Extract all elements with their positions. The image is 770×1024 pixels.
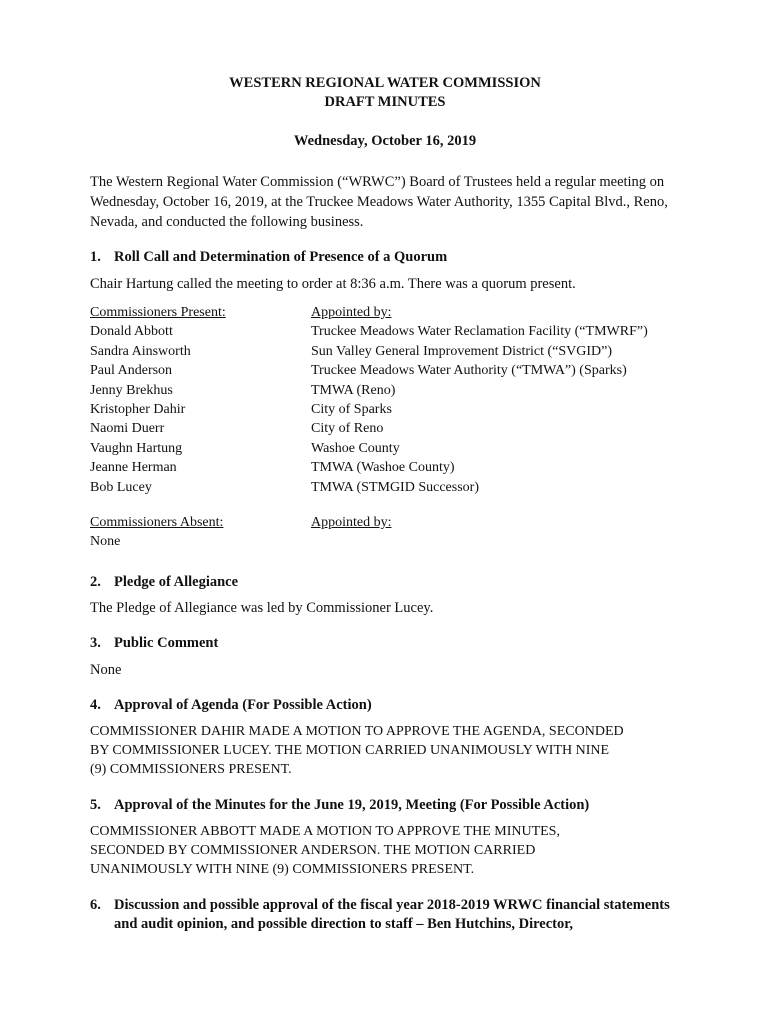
appointed-by-list [311, 303, 648, 497]
section-5-heading [90, 796, 730, 814]
section-2-heading [90, 573, 730, 591]
section-number: 5. [90, 797, 101, 813]
list-item: TMWA (Reno) [311, 382, 396, 398]
section-number: 2. [90, 574, 101, 590]
list-item: Sandra Ainsworth [90, 343, 191, 359]
document-subtitle: DRAFT MINUTES [324, 94, 446, 110]
motion-line: COMMISSIONER DAHIR MADE A MOTION TO APPROVE THE AGENDA, SECONDED [90, 724, 624, 739]
list-item: Paul Anderson [90, 363, 173, 379]
section-number: 1. [90, 249, 101, 265]
org-title: WESTERN REGIONAL WATER COMMISSION [229, 75, 541, 91]
list-item: Donald Abbott [90, 324, 173, 340]
motion-line: SECONDED BY COMMISSIONER ANDERSON. THE MOTION CARRIED [90, 843, 536, 858]
agenda-motion-text [90, 722, 690, 779]
motion-line: BY COMMISSIONER LUCEY. THE MOTION CARRIED UNANIMOUSLY WITH NINE [90, 743, 610, 758]
section-3-heading [90, 634, 730, 652]
list-item: Kristopher Dahir [90, 402, 186, 418]
pledge-text: The Pledge of Allegiance was led by Commissioner Lucey. [90, 600, 434, 616]
intro-paragraph: The Western Regional Water Commission (“WRWC”) Board of Trustees held a regular meeting on Wednesday, October 16, 2019, at the Truckee Meadows Water Authority, 1355 Capital Blvd., Reno, Nevada, and conducted the following business. [90, 174, 668, 230]
absent-value: None [90, 534, 121, 550]
list-item: Truckee Meadows Water Reclamation Facility (“TMWRF”) [311, 324, 648, 340]
absent-appointed-list [311, 513, 392, 532]
list-item: Sun Valley General Improvement District (“SVGID”) [311, 343, 613, 359]
minutes-motion-text [90, 822, 690, 879]
present-header: Commissioners Present: [90, 305, 226, 320]
call-to-order-text: Chair Hartung called the meeting to order at 8:36 a.m. There was a quorum present. [90, 276, 576, 292]
list-item: City of Sparks [311, 402, 392, 418]
section-title: Approval of the Minutes for the June 19, 2019, Meeting (For Possible Action) [114, 797, 590, 813]
list-item: Jeanne Herman [90, 460, 177, 476]
public-comment-text: None [90, 662, 122, 678]
motion-line: (9) COMMISSIONERS PRESENT. [90, 762, 292, 777]
section-number: 4. [90, 697, 101, 713]
list-item: Washoe County [311, 440, 400, 456]
appointed-header: Appointed by: [311, 305, 392, 320]
section-number: 3. [90, 635, 101, 651]
list-item: Jenny Brekhus [90, 382, 173, 398]
section-title: Discussion and possible approval of the fiscal year 2018-2019 WRWC financial statements and audit opinion, and possible direction to staff – Ben Hutchins, Director, [114, 897, 670, 932]
list-item: Bob Lucey [90, 479, 152, 495]
section-4-heading [90, 696, 730, 714]
section-title: Roll Call and Determination of Presence of a Quorum [114, 249, 448, 265]
motion-line: UNANIMOUSLY WITH NINE (9) COMMISSIONERS PRESENT. [90, 862, 475, 877]
absent-appointed-header: Appointed by: [311, 515, 392, 530]
list-item: TMWA (STMGID Successor) [311, 479, 479, 495]
meeting-date: Wednesday, October 16, 2019 [293, 133, 477, 149]
section-title: Public Comment [114, 635, 219, 651]
list-item: Truckee Meadows Water Authority (“TMWA”) (Sparks) [311, 363, 627, 379]
section-title: Pledge of Allegiance [114, 574, 239, 590]
absent-header: Commissioners Absent: [90, 515, 224, 530]
list-item: City of Reno [311, 421, 384, 437]
section-1-heading [90, 248, 730, 266]
list-item: Naomi Duerr [90, 421, 165, 437]
list-item: TMWA (Washoe County) [311, 460, 455, 476]
motion-line: COMMISSIONER ABBOTT MADE A MOTION TO APPROVE THE MINUTES, [90, 824, 560, 839]
section-title: Approval of Agenda (For Possible Action) [114, 697, 372, 713]
commissioners-present-list [90, 303, 226, 497]
section-number: 6. [90, 897, 101, 913]
section-6-heading [90, 896, 690, 934]
list-item: Vaughn Hartung [90, 440, 183, 456]
commissioners-absent-list [90, 513, 223, 552]
